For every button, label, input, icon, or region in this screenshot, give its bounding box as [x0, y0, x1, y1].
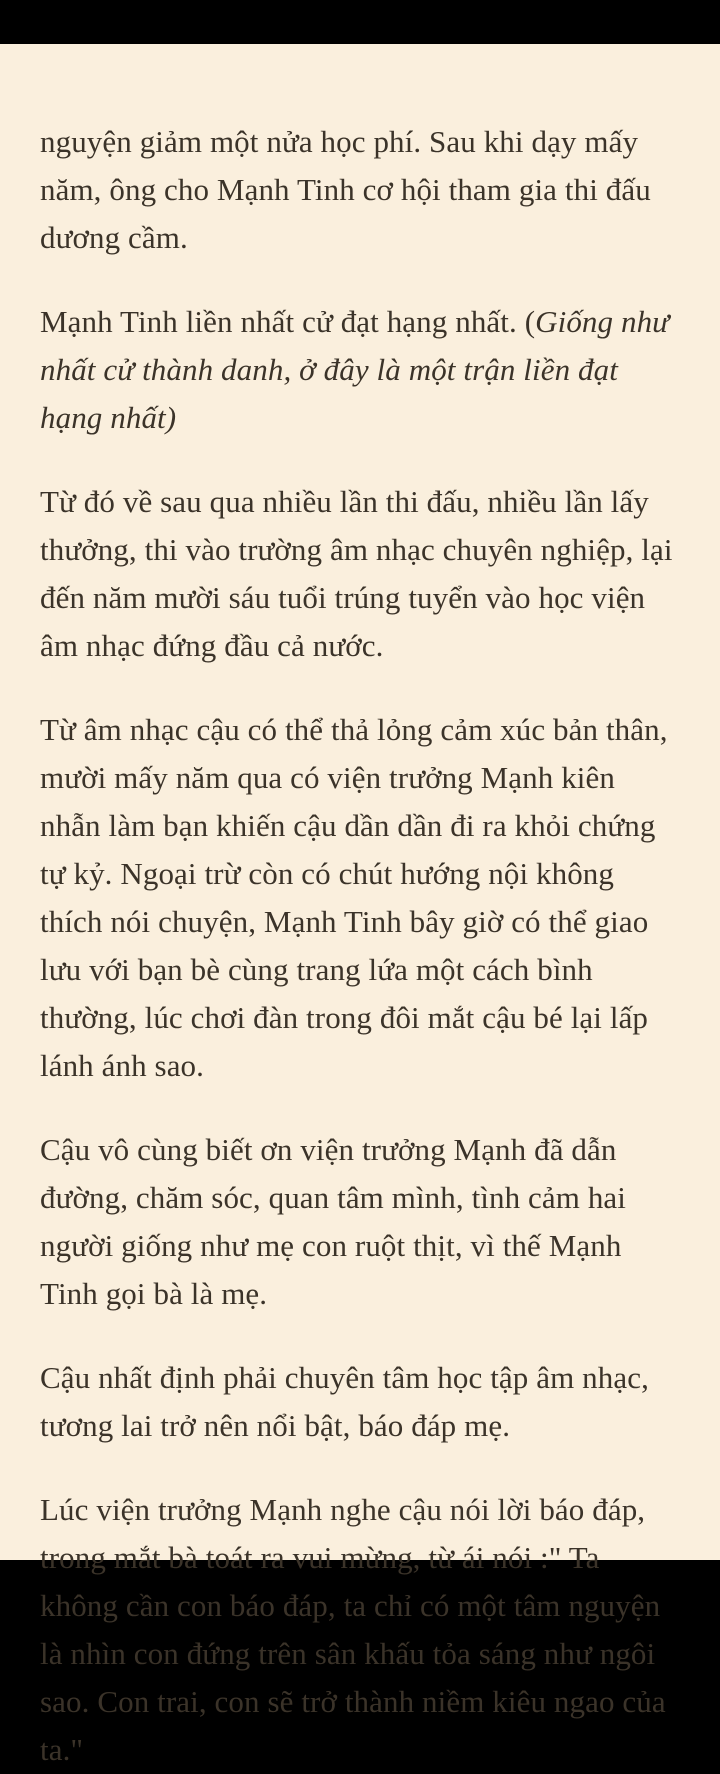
paragraph-6: Cậu nhất định phải chuyên tâm học tập âm nhạc, tương lai trở nên nổi bật, báo đáp mẹ. [40, 1360, 649, 1443]
paragraph-3: Từ đó về sau qua nhiều lần thi đấu, nhiều lần lấy thưởng, thi vào trường âm nhạc chuyên nghiệp, lại đến năm mười sáu tuổi trúng tuyển vào học viện âm nhạc đứng đầu cả nước. [40, 484, 673, 663]
paragraph-1: nguyện giảm một nửa học phí. Sau khi dạy mấy năm, ông cho Mạnh Tinh cơ hội tham gia thi đấu dương cầm. [40, 124, 651, 255]
paragraph-4: Từ âm nhạc cậu có thể thả lỏng cảm xúc bản thân, mười mấy năm qua có viện trưởng Mạnh kiên nhẫn làm bạn khiến cậu dần dần đi ra khỏi chứng tự kỷ. Ngoại trừ còn có chút hướng nội không thích nói chuyện, Mạnh Tinh bây giờ có thể giao lưu với bạn bè cùng trang lứa một cách bình thường, lúc chơi đàn trong đôi mắt cậu bé lại lấp lánh ánh sao. [40, 712, 668, 1083]
paragraph-7: Lúc viện trưởng Mạnh nghe cậu nói lời báo đáp, trong mắt bà toát ra vui mừng, từ ái nói :" Ta không cần con báo đáp, ta chỉ có một tâm nguyện là nhìn con đứng trên sân khấu tỏa sáng như ngôi sao. Con trai, con sẽ trở thành niềm kiêu ngao của ta." [40, 1492, 666, 1767]
status-bar [0, 0, 720, 44]
paragraph-2-emphasis: Giống như nhất cử thành danh, ở đây là một trận liền đạt hạng nhất) [40, 304, 670, 435]
reading-page[interactable] [0, 44, 720, 1767]
paragraph-2-lead: Mạnh Tinh liền nhất cử đạt hạng nhất. ( [40, 304, 536, 339]
paragraph-2 [40, 298, 680, 442]
paragraph-5: Cậu vô cùng biết ơn viện trưởng Mạnh đã dẫn đường, chăm sóc, quan tâm mình, tình cảm hai người giống như mẹ con ruột thịt, vì thế Mạnh Tinh gọi bà là mẹ. [40, 1132, 626, 1311]
